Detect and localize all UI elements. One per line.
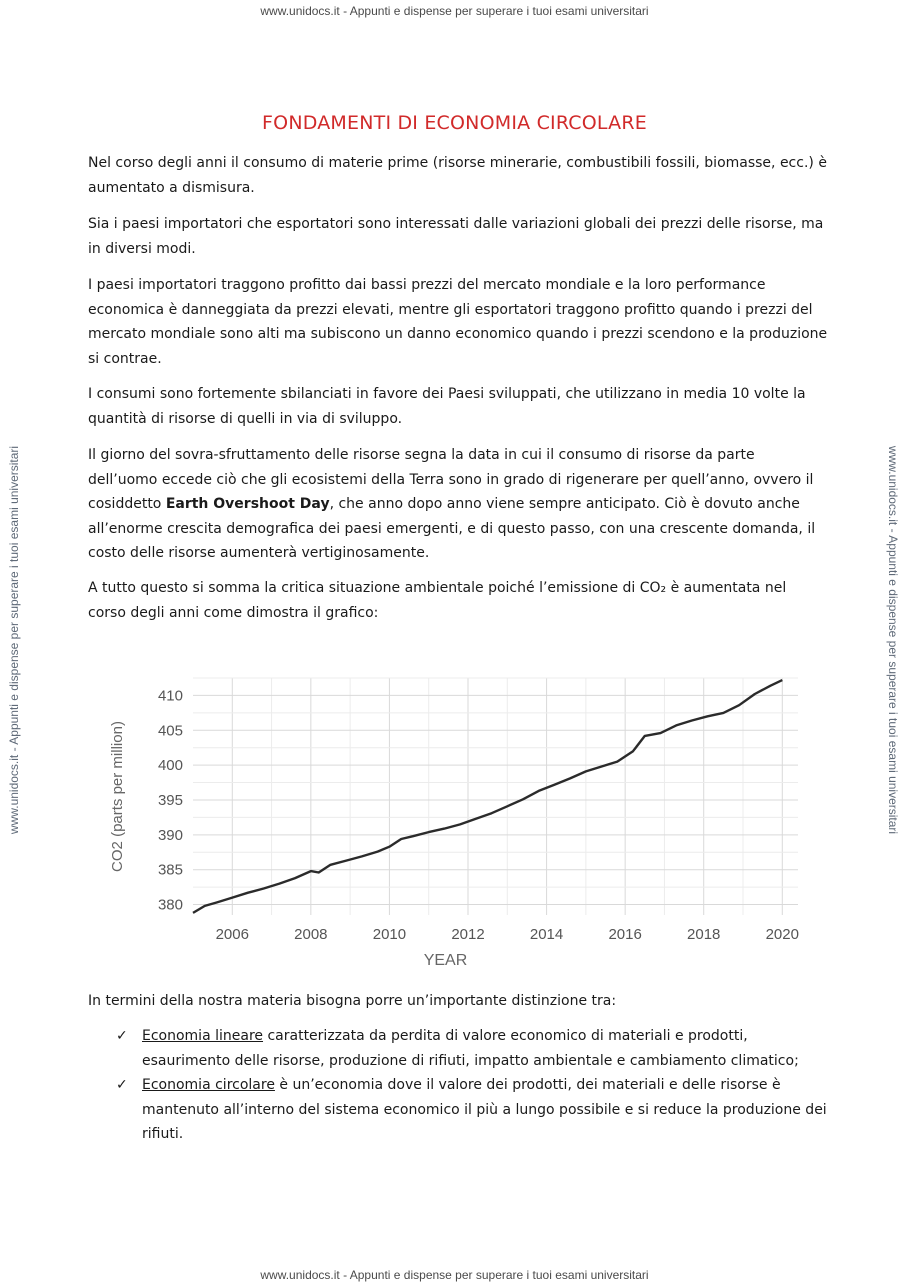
- paragraph-5-text-b: , che anno dopo anno viene sempre anticipato. Ciò è dovuto anche all’enorme crescita demografica dei paesi emergenti, e di questo passo, con una crescente domanda, il costo delle risorse aumenterà vertiginosamente.: [88, 496, 816, 561]
- y-tick-label: 390: [157, 826, 183, 844]
- paragraph-2: Sia i paesi importatori che esportatori sono interessati dalle variazioni globali dei prezzi delle risorse, ma in diversi modi.: [88, 216, 824, 257]
- watermark-bottom: www.unidocs.it - Appunti e dispense per superare i tuoi esami universitari: [260, 1268, 649, 1282]
- x-axis-label: YEAR: [423, 952, 468, 969]
- x-tick-label: 2008: [294, 926, 328, 943]
- x-tick-label: 2012: [451, 926, 485, 943]
- check-icon: ✓: [116, 1077, 128, 1093]
- page-title: FONDAMENTI DI ECONOMIA CIRCOLARE: [262, 112, 647, 134]
- check-icon: ✓: [116, 1028, 128, 1044]
- x-tick-label: 2010: [372, 926, 407, 943]
- co2-series-line: [193, 680, 782, 913]
- y-tick-label: 380: [157, 896, 183, 914]
- x-tick-label: 2020: [765, 926, 799, 943]
- watermark-left: www.unidocs.it - Appunti e dispense per superare i tuoi esami universitari: [7, 445, 21, 835]
- list-item-linear: [116, 1024, 836, 1073]
- watermark-right: www.unidocs.it - Appunti e dispense per superare i tuoi esami universitari: [886, 445, 900, 835]
- x-tick-label: 2016: [608, 926, 642, 943]
- paragraph-4: I consumi sono fortemente sbilanciati in favore dei Paesi sviluppati, che utilizzano in media 10 volte la quantità di risorse di quelli in via di sviluppo.: [88, 386, 806, 427]
- paragraph-3: I paesi importatori traggono profitto dai bassi prezzi del mercato mondiale e la loro performance economica è danneggiata da prezzi elevati, mentre gli esportatori traggono profitto quando i prezzi del mercato mondiale sono alti ma subiscono un danno economico quando i prezzi scendono e la produzione si contrae.: [88, 277, 828, 367]
- y-axis-label: CO2 (parts per million): [109, 721, 126, 872]
- y-tick-label: 400: [157, 757, 183, 775]
- paragraph-5: [88, 443, 828, 566]
- list-item-circular: [116, 1073, 836, 1147]
- x-tick-label: 2018: [687, 926, 721, 943]
- x-tick-label: 2006: [215, 926, 249, 943]
- paragraph-5-text-a: Il giorno del sovra-sfruttamento delle risorse segna la data in cui il consumo di risorse da parte dell’uomo eccede ciò che gli ecosistemi della Terra sono in grado di rigenerare per quell’anno, ovvero il cosiddetto: [88, 447, 814, 512]
- paragraph-1: Nel corso degli anni il consumo di materie prime (risorse minerarie, combustibili fossili, biomasse, ecc.) è aumentato a dismisura.: [88, 155, 827, 196]
- watermark-top: www.unidocs.it - Appunti e dispense per superare i tuoi esami universitari: [260, 4, 649, 18]
- y-tick-label: 405: [157, 722, 183, 740]
- y-tick-label: 395: [157, 791, 183, 809]
- desc-circular: è un’economia dove il valore dei prodotti, dei materiali e delle risorse è mantenuto all’interno del sistema economico il più a lungo possibile e si reduce la produzione dei rifiuti.: [142, 1077, 827, 1142]
- y-tick-label: 385: [157, 861, 183, 879]
- term-linear: Economia lineare: [142, 1028, 264, 1044]
- term-circular: Economia circolare: [142, 1077, 275, 1093]
- paragraph-7: In termini della nostra materia bisogna porre un’importante distinzione tra:: [88, 993, 617, 1009]
- y-tick-label: 410: [157, 687, 183, 705]
- earth-overshoot-day: Earth Overshoot Day: [165, 496, 330, 512]
- co2-line-chart: [98, 660, 818, 970]
- desc-linear: caratterizzata da perdita di valore economico di materiali e prodotti, esaurimento delle risorse, produzione di rifiuti, impatto ambientale e cambiamento climatico;: [142, 1028, 799, 1069]
- economy-list: [116, 1024, 836, 1147]
- x-tick-label: 2014: [529, 926, 564, 943]
- paragraph-6: A tutto questo si somma la critica situazione ambientale poiché l’emissione di CO₂ è aumentata nel corso degli anni come dimostra il grafico:: [88, 580, 787, 621]
